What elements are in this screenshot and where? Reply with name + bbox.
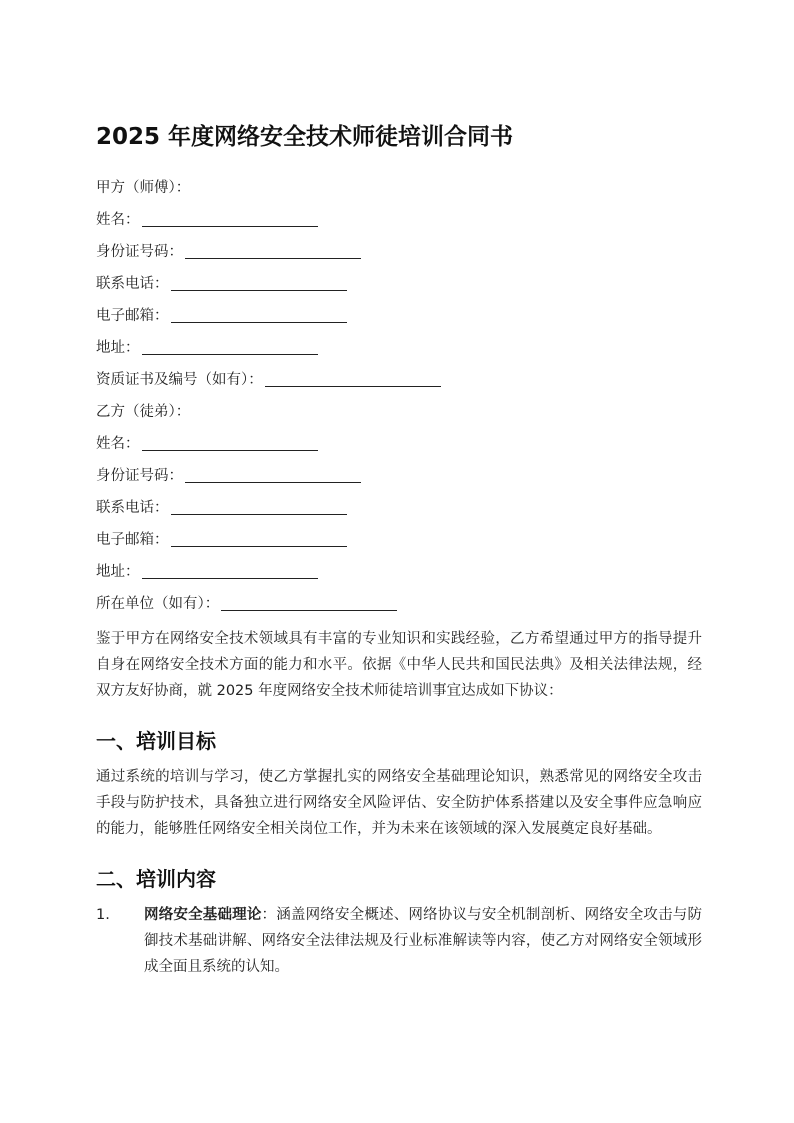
party-a-name-field (96, 204, 702, 236)
party-a-email-field (96, 300, 702, 332)
field-label: 地址： (96, 564, 140, 580)
party-a-cert-field (96, 364, 702, 396)
preamble-paragraph: 鉴于甲方在网络安全技术领域具有丰富的专业知识和实践经验，乙方希望通过甲方的指导提升自身在网络安全技术方面的能力和水平。依据《中华人民共和国民法典》及相关法律法规，经双方友好协商，就 2025 年度网络安全技术师徒培训事宜达成如下协议： (96, 631, 702, 699)
party-b-email-field (96, 524, 702, 556)
field-label: 姓名： (96, 212, 140, 228)
blank-line (171, 496, 347, 515)
section-heading-goals: 一、培训目标 (96, 729, 216, 753)
section-heading-content: 二、培训内容 (96, 867, 216, 891)
field-label: 身份证号码： (96, 468, 183, 484)
field-label: 所在单位（如有）： (96, 596, 220, 612)
field-label: 电子邮箱： (96, 308, 169, 324)
party-b-heading: 乙方（徒弟）： (96, 404, 191, 420)
party-a-id-field (96, 236, 702, 268)
blank-line (171, 528, 347, 547)
party-b-address-field (96, 556, 702, 588)
party-b-phone-field (96, 492, 702, 524)
blank-line (185, 464, 361, 483)
party-a-heading: 甲方（师傅）： (96, 180, 191, 196)
blank-line (142, 432, 318, 451)
blank-line (185, 240, 361, 259)
document-title: 2025 年度网络安全技术师徒培训合同书 (96, 124, 514, 150)
blank-line (171, 272, 347, 291)
field-label: 身份证号码： (96, 244, 183, 260)
blank-line (142, 336, 318, 355)
blank-line (142, 560, 318, 579)
field-label: 联系电话： (96, 276, 169, 292)
goals-paragraph: 通过系统的培训与学习，使乙方掌握扎实的网络安全基础理论知识，熟悉常见的网络安全攻击手段与防护技术，具备独立进行网络安全风险评估、安全防护体系搭建以及安全事件应急响应的能力，能够胜任网络安全相关岗位工作，并为未来在该领域的深入发展奠定良好基础。 (96, 769, 702, 837)
party-a-address-field (96, 332, 702, 364)
list-item (96, 902, 702, 980)
blank-line (171, 304, 347, 323)
field-label: 地址： (96, 340, 140, 356)
list-item-content (144, 902, 702, 980)
field-label: 姓名： (96, 436, 140, 452)
party-b-employer-field (96, 588, 702, 620)
list-item-number: 1. (96, 907, 110, 923)
blank-line (142, 208, 318, 227)
field-label: 电子邮箱： (96, 532, 169, 548)
party-a-phone-field (96, 268, 702, 300)
list-item-text: ：涵盖网络安全概述、网络协议与安全机制剖析、网络安全攻击与防御技术基础讲解、网络安全法律法规及行业标准解读等内容，使乙方对网络安全领域形成全面且系统的认知。 (144, 907, 702, 975)
blank-line (221, 592, 397, 611)
party-b-id-field (96, 460, 702, 492)
list-item-label: 网络安全基础理论 (144, 907, 262, 923)
field-label: 资质证书及编号（如有）： (96, 372, 263, 388)
blank-line (265, 368, 441, 387)
field-label: 联系电话： (96, 500, 169, 516)
document-page (96, 120, 702, 980)
party-b-name-field (96, 428, 702, 460)
